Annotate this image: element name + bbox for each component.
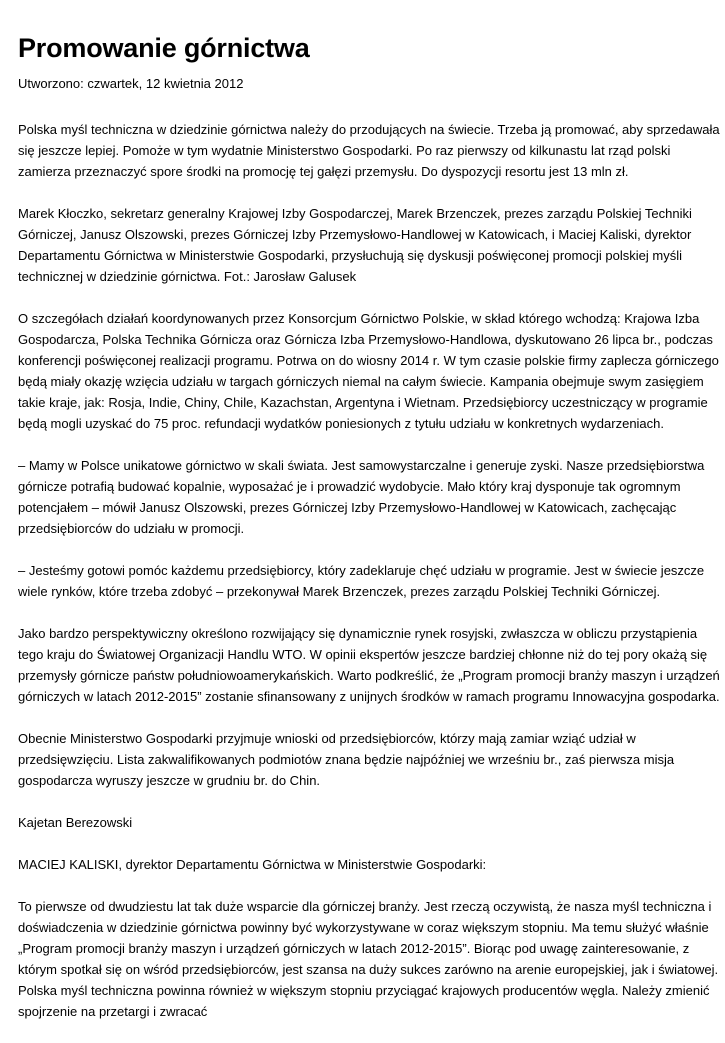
paragraph: O szczegółach działań koordynowanych przez Konsorcjum Górnictwo Polskie, w skład którego wchodzą: Krajowa Izba Gospodarcza, Polska Technika Górnicza oraz Górnicza Izba Przemysłowo-Handlowa, dyskutowano 26 lipca br., podczas konferencji poświęconej realizacji programu. Potrwa on do wiosny 2014 r. W tym czasie polskie firmy zaplecza górniczego będą miały okazję wzięcia udziału w targach górniczych niemal na całym świecie. Kampania obejmuje swym zasięgiem takie kraje, jak: Rosja, Indie, Chiny, Chile, Kazachstan, Argentyna i Wietnam. Przedsiębiorcy uczestniczący w programie będą mogli uzyskać do 75 proc. refundacji wydatków poniesionych z tytułu udziału w konkretnych wydarzeniach.	[18, 311, 719, 431]
interview-heading: MACIEJ KALISKI, dyrektor Departamentu Górnictwa w Ministerstwie Gospodarki:	[18, 857, 487, 872]
article-title: Promowanie górnictwa	[18, 33, 310, 63]
created-date: Utworzono: czwartek, 12 kwietnia 2012	[18, 76, 244, 91]
paragraph: – Jesteśmy gotowi pomóc każdemu przedsiębiorcy, który zadeklaruje chęć udziału w programie. Jest w świecie jeszcze wiele rynków, które trzeba zdobyć – przekonywał Marek Brzenczek, prezes zarządu Polskiej Techniki Górniczej.	[18, 563, 705, 599]
paragraph: To pierwsze od dwudziestu lat tak duże wsparcie dla górniczej branży. Jest rzeczą oczywistą, że nasza myśl techniczna i doświadczenia w dziedzinie górnictwa powinny być wykorzystywane w coraz większym stopniu. Ma temu służyć właśnie „Program promocji branży maszyn i urządzeń górniczych w latach 2012-2015”. Biorąc pod uwagę zainteresowanie, z którym spotkał się on wśród przedsiębiorców, jest szansa na duży sukces zarówno na arenie europejskiej, jak i światowej. Polska myśl techniczna powinna również w większym stopniu przyciągać krajowych producentów węgla. Należy zmienić spojrzenie na przetargi i zwracać	[18, 899, 719, 1019]
paragraph: Marek Kłoczko, sekretarz generalny Krajowej Izby Gospodarczej, Marek Brzenczek, prezes zarządu Polskiej Techniki Górniczej, Janusz Olszowski, prezes Górniczej Izby Przemysłowo-Handlowej w Katowicach, i Maciej Kaliski, dyrektor Departamentu Górnictwa w Ministerstwie Gospodarki, przysłuchują się dyskusji poświęconej promocji polskiej myśli technicznej w dziedzinie górnictwa. Fot.: Jarosław Galusek	[18, 206, 692, 284]
paragraph: Jako bardzo perspektywiczny określono rozwijający się dynamicznie rynek rosyjski, zwłaszcza w obliczu przystąpienia tego kraju do Światowej Organizacji Handlu WTO. W opinii ekspertów jeszcze bardziej chłonne niż do tej pory okażą się przemysły górnicze państw południowoamerykańskich. Warto podkreślić, że „Program promocji branży maszyn i urządzeń górniczych w latach 2012-2015” zostanie sfinansowany z unijnych środków w ramach programu Innowacyjna gospodarka.	[18, 626, 720, 704]
paragraph: – Mamy w Polsce unikatowe górnictwo w skali świata. Jest samowystarczalne i generuje zyski. Nasze przedsiębiorstwa górnicze potrafią budować kopalnie, wyposażać je i prowadzić wydobycie. Mało który kraj dysponuje tak ogromnym potencjałem – mówił Janusz Olszowski, prezes Górniczej Izby Przemysłowo-Handlowej w Katowicach, zachęcając przedsiębiorców do udziału w promocji.	[18, 458, 705, 536]
paragraph: Obecnie Ministerstwo Gospodarki przyjmuje wnioski od przedsiębiorców, którzy mają zamiar wziąć udział w przedsięwzięciu. Lista zakwalifikowanych podmiotów znana będzie najpóźniej we wrześniu br., zaś pierwsza misja gospodarcza wyruszy jeszcze w grudniu br. do Chin.	[18, 731, 675, 788]
article-body	[18, 119, 718, 1022]
article	[18, 24, 718, 1043]
paragraph: Polska myśl techniczna w dziedzinie górnictwa należy do przodujących na świecie. Trzeba ją promować, aby sprzedawała się jeszcze lepiej. Pomoże w tym wydatnie Ministerstwo Gospodarki. Po raz pierwszy od kilkunastu lat rząd polski zamierza przeznaczyć spore środki na promocję tej gałęzi przemysłu. Do dyspozycji resortu jest 13 mln zł.	[18, 122, 720, 179]
author-signature: Kajetan Berezowski	[18, 815, 133, 830]
